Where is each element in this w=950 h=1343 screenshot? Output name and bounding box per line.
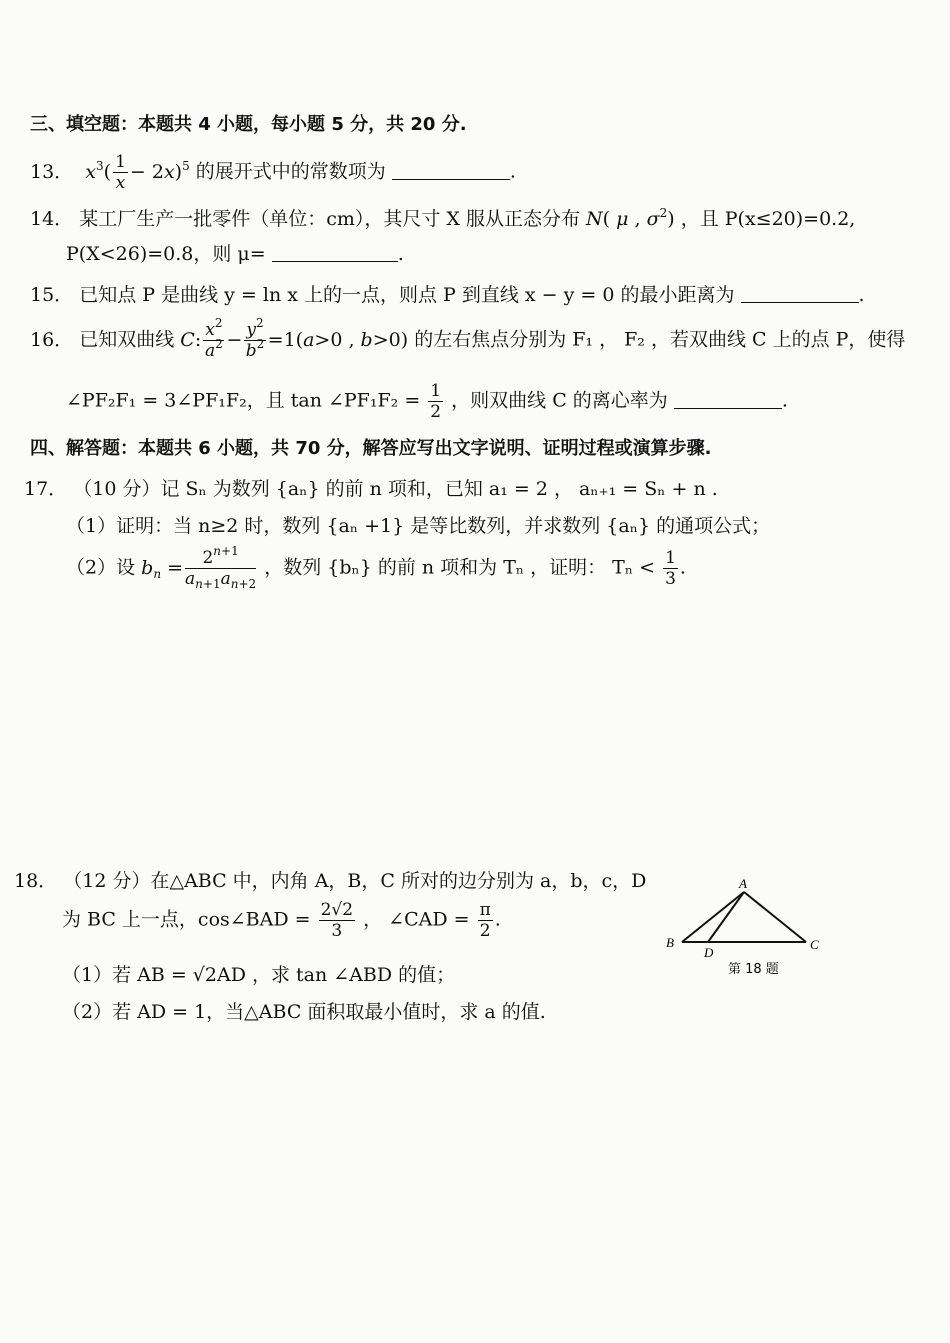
label-b: B [666,935,674,950]
answer-blank[interactable] [674,390,782,409]
label-d: D [704,945,714,960]
question-number: 17． [24,478,68,500]
q14-line1: 某工厂生产一批零件（单位：cm），其尺寸 X 服从正态分布 [79,208,580,230]
question-number: 14． [30,208,74,230]
q16-line1a: 已知双曲线 [79,328,175,351]
label-a: A [739,876,747,891]
question-number: 18． [14,870,58,892]
question-15: 15． 已知点 P 是曲线 y = ln x 上的一点，则点 P 到直线 x − y = 0 的最小距离为 . [30,280,865,307]
q18-stem2a: 为 BC 上一点，cos∠BAD = [62,908,311,931]
question-number: 13． [30,160,74,183]
q16-hyperbola: C: $\frac{x^2}{a^2}$ − $\frac{y^2}{b^2}$ =1(a>0 , b>0) [180,316,409,361]
q17-part-2: （2）设 $b_n$ = $\frac{2^{n+1}}{a_{n+1}a_{n+2}}$ ，数列 {bₙ} 的前 n 项和为 Tₙ ，证明： Tₙ < $\frac{1}{3}$ . [66,544,686,591]
question-14 [30,204,855,231]
question-number: 15． [30,284,74,306]
triangle-figure [660,872,840,982]
q17-bn-formula: $b_n$ = $\frac{2^{n+1}}{a_{n+1}a_{n+2}}$ [141,544,257,591]
segment-ac [744,892,806,942]
q14-line2: P(X<26)=0.8，则 μ= [66,243,266,265]
q18-stem1: （12 分）在△ABC 中，内角 A，B，C 所对的边分别为 a，b，c，D [63,870,647,892]
question-13: 13． $x^3$( $\frac{1}{x}$ − 2x)$^5$ 的展开式中的常数项为 . [30,152,516,193]
section-header-answer: 四、解答题：本题共 6 小题，共 70 分，解答应写出文字说明、证明过程或演算步骤. [30,438,712,459]
q15-text: 已知点 P 是曲线 y = ln x 上的一点，则点 P 到直线 x − y = 0 的最小距离为 [79,284,735,306]
figure-caption: 第 18 题 [728,962,779,977]
section-header-fill-in: 三、填空题：本题共 4 小题，每小题 5 分，共 20 分. [30,114,467,135]
answer-blank[interactable] [272,243,398,262]
q16-line2a: ∠PF₂F₁ = 3∠PF₁F₂，且 tan ∠PF₁F₂ = [66,389,421,412]
q17-part-1: （1）证明：当 n≥2 时，数列 {aₙ +1} 是等比数列，并求数列 {aₙ} 的通项公式； [66,515,771,537]
q13-text: 的展开式中的常数项为 [195,160,386,183]
answer-blank[interactable] [392,161,510,180]
q17-p2b: ，数列 {bₙ} 的前 n 项和为 Tₙ ，证明： Tₙ < [264,556,656,579]
q17-stem: （10 分）记 Sₙ 为数列 {aₙ} 的前 n 项和，已知 a₁ = 2 ， aₙ₊₁ = Sₙ + n . [73,478,718,500]
question-16-line-2: ∠PF₂F₁ = 3∠PF₁F₂，且 tan ∠PF₁F₂ = $\frac{1}{2}$ ，则双曲线 C 的离心率为 . [66,381,788,422]
label-c: C [810,937,819,952]
q17-p2a: （2）设 [66,556,136,579]
question-number: 16． [30,328,74,351]
q16-line1b: 的左右焦点分别为 F₁ ， F₂ ，若双曲线 C 上的点 P，使得 [414,328,906,351]
answer-blank[interactable] [741,284,859,303]
question-16 [30,316,906,361]
q16-line2b: ，则双曲线 C 的离心率为 [451,389,668,412]
question-18 [14,866,646,893]
q18-part-2: （2）若 AD = 1，当△ABC 面积取最小值时，求 a 的值. [62,1001,546,1023]
question-17 [24,474,718,501]
q14-line1b: ，且 P(x≤20)=0.2, [680,208,856,230]
q18-stem2b: ， ∠CAD = [363,908,470,931]
q13-formula: $x^3$( $\frac{1}{x}$ − 2x)$^5$ [85,152,190,193]
q18-part-1: （1）若 AB = √2AD ，求 tan ∠ABD 的值； [62,964,456,986]
q18-stem-line-2: 为 BC 上一点，cos∠BAD = $\frac{2√2}{3}$ ， ∠CAD = $\frac{\pi}{2}$ . [62,900,501,941]
question-14-line-2: P(X<26)=0.8，则 μ= . [66,243,404,265]
q14-normal: N( μ , $\sigma^2$) [586,206,675,230]
